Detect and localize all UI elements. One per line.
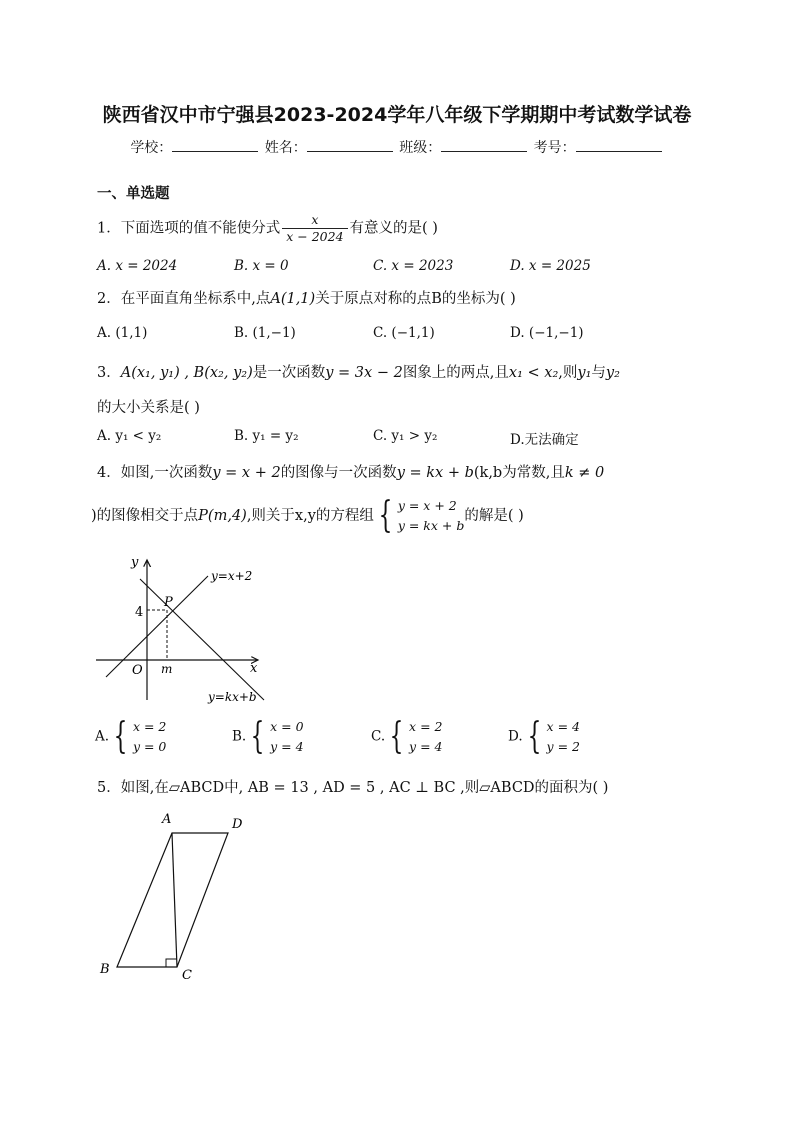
vertex-a: A (162, 812, 172, 827)
line-y-kx-plus-b (140, 579, 264, 700)
q3-y1: y₁ (577, 365, 592, 381)
q4-option-b[interactable] (232, 717, 304, 757)
q4-text-5: ,则关于x,y的方程组 (246, 508, 374, 524)
q3-option-a[interactable]: A. y₁ < y₂ (97, 428, 162, 444)
q3-function: y = 3x − 2 (325, 365, 403, 381)
diagonal-ac (172, 833, 177, 967)
q3-line-2: 的大小关系是( ) (97, 400, 200, 416)
line-y-x-plus-2 (106, 576, 208, 677)
q4-option-c-row-2: y = 4 (409, 739, 443, 754)
q3-number: 3． (97, 365, 121, 381)
q1-fraction (282, 212, 347, 245)
school-label: 学校： (130, 140, 173, 156)
vertex-d: D (232, 817, 243, 832)
number-label: 考号： (533, 140, 576, 156)
q4-option-d-row-2: y = 2 (546, 739, 580, 754)
name-blank[interactable] (307, 139, 393, 152)
q4-system-row-2: y = kx + b (397, 518, 465, 533)
q4-option-c[interactable] (371, 717, 442, 757)
vertex-c: C (182, 968, 192, 983)
q2-pre: 2．在平面直角坐标系中,点 (97, 291, 271, 307)
q4-text-6: 的解是( ) (464, 508, 524, 524)
right-angle-mark (166, 959, 177, 967)
q2-option-a[interactable]: A. (1,1) (97, 325, 148, 341)
brace-icon: { (527, 716, 541, 757)
q4-text-1: 4．如图,一次函数 (97, 465, 213, 481)
q4-option-d[interactable] (508, 717, 580, 757)
q1-numerator: x (282, 212, 347, 229)
q2-point: A(1,1) (270, 291, 316, 307)
number-blank[interactable] (576, 139, 662, 152)
q3-option-d[interactable]: D.无法确定 (510, 432, 579, 448)
q1-denominator: x − 2024 (286, 229, 344, 244)
q3-condition: x₁ < x₂ (508, 365, 559, 381)
class-blank[interactable] (441, 139, 527, 152)
q1-option-d[interactable]: D. x = 2025 (510, 258, 591, 274)
q4-graph (90, 550, 270, 710)
question-5: 5．如图,在▱ABCD中, AB = 13 , AD = 5 , AC ⊥ BC ,则▱ABCD的面积为( ) (97, 780, 609, 796)
brace-icon: { (113, 716, 128, 757)
label-four: 4 (135, 605, 144, 620)
label-line-1: y=x+2 (211, 569, 253, 583)
q4-condition: k ≠ 0 (564, 465, 605, 481)
q4-option-a-row-1: x = 2 (132, 719, 167, 734)
q3-option-c[interactable]: C. y₁ > y₂ (373, 428, 438, 444)
question-3 (97, 361, 620, 382)
class-label: 班级： (399, 140, 442, 156)
label-y-axis: y (131, 555, 139, 570)
q4-option-b-row-2: y = 4 (270, 739, 304, 754)
q2-option-c[interactable]: C. (−1,1) (373, 325, 435, 341)
label-point-p: P (164, 595, 173, 610)
q4-line-2 (91, 496, 524, 536)
q4-function-1: y = x + 2 (212, 465, 281, 481)
q4-option-a[interactable] (95, 717, 166, 757)
q3-option-b[interactable]: B. y₁ = y₂ (234, 428, 299, 444)
q4-option-d-row-1: x = 4 (546, 719, 580, 734)
label-line-2: y=kx+b (208, 690, 257, 704)
name-label: 姓名： (264, 140, 307, 156)
q4-function-2: y = kx + b (396, 465, 474, 481)
q4-option-c-row-1: x = 2 (409, 719, 443, 734)
label-m: m (161, 662, 173, 676)
question-2 (97, 287, 516, 308)
q1-option-a[interactable]: A. x = 2024 (97, 258, 178, 274)
q4-option-a-row-2: y = 0 (132, 739, 167, 754)
label-x-axis: x (250, 661, 258, 676)
q4-text-4: )的图像相交于点 (91, 508, 199, 524)
q4-option-a-label: A. (95, 728, 110, 745)
brace-icon: { (389, 716, 404, 757)
q3-text-1: 是一次函数 (252, 365, 326, 381)
q3-text-2: 图象上的两点,且 (402, 365, 509, 381)
q4-option-d-label: D. (508, 728, 523, 745)
q1-post: 有意义的是( ) (349, 220, 438, 237)
q4-system-row-1: y = x + 2 (397, 498, 457, 513)
section-heading: 一、单选题 (97, 186, 170, 202)
q1-option-b[interactable]: B. x = 0 (234, 258, 289, 274)
q1-pre: 1．下面选项的值不能使分式 (97, 220, 281, 237)
q4-option-c-label: C. (371, 728, 386, 745)
q4-equation-system (374, 496, 464, 536)
q2-post: 关于原点对称的点B的坐标为( ) (315, 291, 516, 307)
q1-option-c[interactable]: C. x = 2023 (373, 258, 454, 274)
q2-option-d[interactable]: D. (−1,−1) (510, 325, 584, 341)
q4-text-3: (k,b为常数,且 (473, 465, 565, 481)
q3-text-3: ,则 (558, 365, 578, 381)
exam-title: 陕西省汉中市宁强县2023-2024学年八年级下学期期中考试数学试卷 (102, 104, 692, 126)
brace-icon: { (378, 495, 393, 536)
q4-option-b-label: B. (232, 728, 247, 745)
label-origin: O (132, 663, 143, 678)
q3-points: A(x₁, y₁) , B(x₂, y₂) (120, 365, 253, 381)
question-4 (97, 461, 604, 482)
q3-y2: y₂ (605, 365, 620, 381)
vertex-b: B (100, 962, 110, 977)
brace-icon: { (250, 716, 265, 757)
student-info-line (0, 137, 794, 157)
q2-option-b[interactable]: B. (1,−1) (234, 325, 296, 341)
q3-text-4: 与 (591, 365, 606, 381)
q4-option-b-row-1: x = 0 (270, 719, 304, 734)
q4-text-2: 的图像与一次函数 (280, 465, 397, 481)
q4-point-p: P(m,4) (198, 508, 247, 524)
school-blank[interactable] (172, 139, 258, 152)
question-1 (97, 212, 438, 245)
q5-parallelogram-figure (92, 805, 262, 985)
